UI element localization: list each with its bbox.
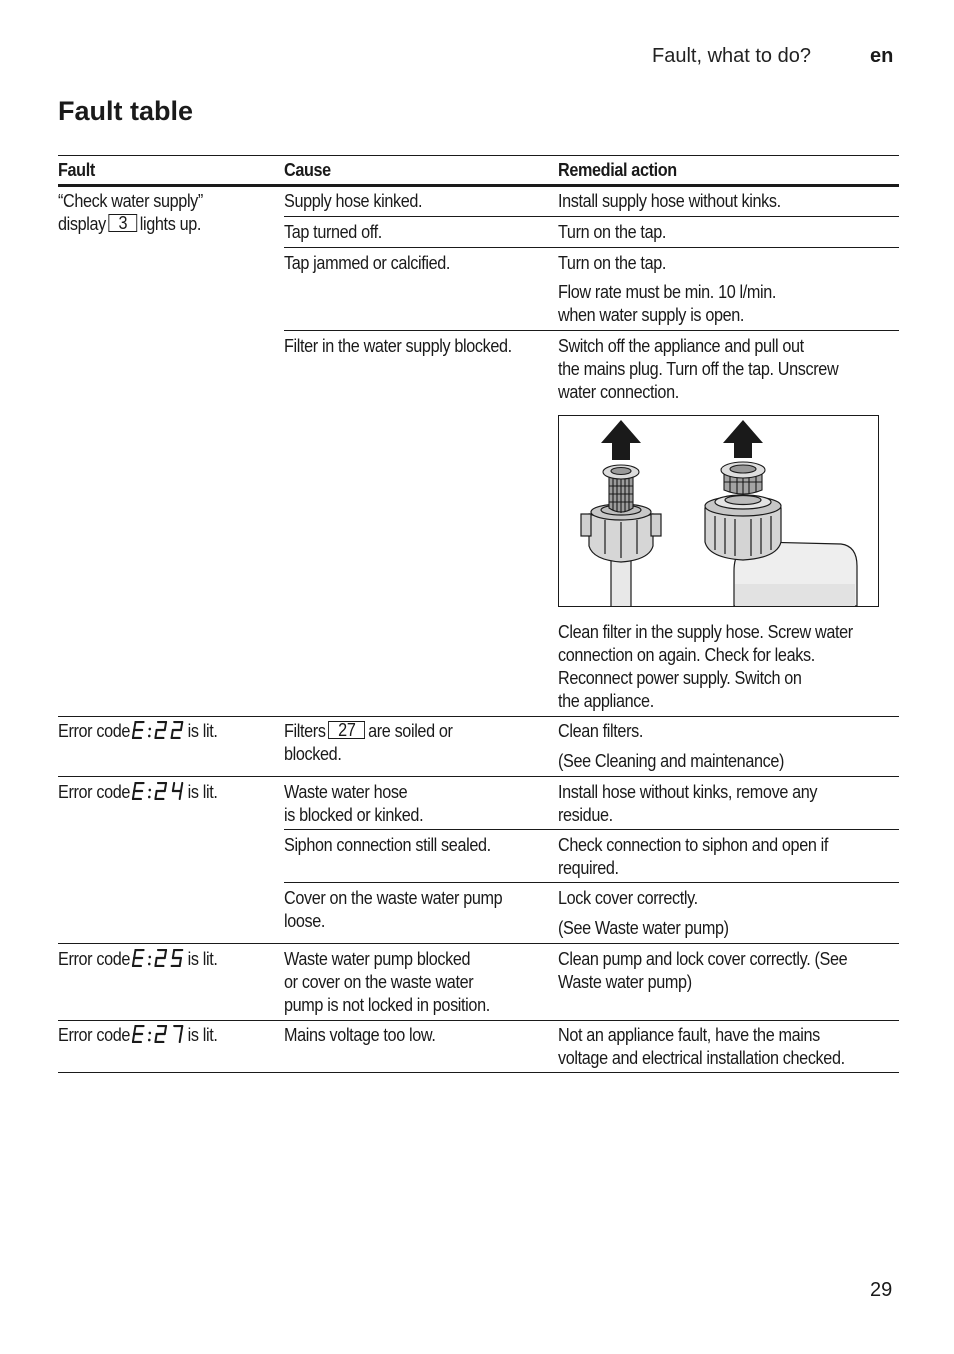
cause-pump-cover-loose: Cover on the waste water pump loose. [284, 888, 503, 931]
fault-water-supply: “Check water supply” display 3 lights up. [58, 191, 203, 234]
segment-glyph [132, 1025, 146, 1043]
fault-error-e24: Error code is lit. [58, 782, 218, 802]
remedy-clean-pump: Clean pump and lock cover correctly. (See Waste water pump) [558, 949, 848, 992]
group-divider [58, 1020, 899, 1021]
segment-colon [148, 1025, 152, 1043]
segment-glyph [171, 949, 185, 967]
column-header-fault: Fault [58, 160, 95, 180]
fault-error-e27: Error code is lit. [58, 1025, 218, 1045]
table-top-rule [58, 155, 899, 156]
water-connection-icon [705, 495, 781, 560]
cause-waste-hose: Waste water hose is blocked or kinked. [284, 782, 424, 825]
segment-glyph [154, 949, 168, 967]
remedy-hose-kinked: Install supply hose without kinks. [558, 191, 781, 211]
segment-glyph [171, 1025, 185, 1043]
group-divider [58, 716, 899, 717]
row-divider [284, 829, 899, 830]
remedy-siphon: Check connection to siphon and open if required. [558, 835, 829, 878]
fault-error-e22: Error code is lit. [58, 721, 218, 741]
segment-glyph [132, 949, 146, 967]
cause-hose-kinked: Supply hose kinked. [284, 191, 423, 211]
segment-glyph [154, 1025, 168, 1043]
page-number: 29 [870, 1279, 893, 1301]
remedy-clean-filters: Clean filters. (See Cleaning and maintenance) [558, 721, 785, 771]
running-header-language: en [870, 45, 894, 67]
segment-glyph [154, 782, 168, 800]
segment-glyph [154, 721, 168, 739]
cause-tap-jammed: Tap jammed or calcified. [284, 253, 451, 273]
remedy-lock-cover: Lock cover correctly. (See Waste water pump) [558, 888, 729, 938]
remedy-tap-off: Turn on the tap. [558, 222, 667, 242]
remedy-not-fault: Not an appliance fault, have the mains voltage and electrical installation checked. [558, 1025, 845, 1068]
remedy-filter-steps-1: Switch off the appliance and pull out the mains plug. Turn off the tap. Unscrew water connection. [558, 336, 839, 402]
segment-glyph [171, 782, 185, 800]
table-header-rule [58, 184, 899, 187]
segment-glyph [132, 782, 146, 800]
segment-colon [148, 721, 152, 739]
remedy-waste-hose: Install hose without kinks, remove any residue. [558, 782, 818, 825]
running-header-section: Fault, what to do? [652, 45, 811, 67]
column-header-cause: Cause [284, 160, 331, 180]
row-divider [284, 247, 899, 248]
row-divider [284, 216, 899, 217]
page-title: Fault table [58, 96, 194, 126]
column-header-remedy: Remedial action [558, 160, 677, 180]
fault-error-e25: Error code is lit. [58, 949, 218, 969]
cause-tap-off: Tap turned off. [284, 222, 382, 242]
cause-pump-blocked: Waste water pump blocked or cover on the waste water pump is not locked in position. [284, 949, 490, 1015]
cause-low-voltage: Mains voltage too low. [284, 1025, 436, 1045]
segment-colon [148, 782, 152, 800]
group-divider [58, 776, 899, 777]
error-code-display [132, 1025, 184, 1043]
segment-glyph [171, 721, 185, 739]
cause-filter-blocked: Filter in the water supply blocked. [284, 336, 512, 356]
row-divider [284, 882, 899, 883]
row-divider [284, 330, 899, 331]
segment-colon [148, 949, 152, 967]
table-bottom-rule [58, 1072, 899, 1073]
group-divider [58, 943, 899, 944]
error-code-display [132, 721, 184, 739]
remedy-filter-steps-2: Clean filter in the supply hose. Screw water connection on again. Check for leaks. Reconnect power supply. Switch on the appliance. [558, 622, 853, 711]
cause-siphon-sealed: Siphon connection still sealed. [284, 835, 491, 855]
filter-ref-box: 27 [328, 721, 365, 739]
remedy-tap-jammed: Turn on the tap. Flow rate must be min. 10 l/min. when water supply is open. [558, 253, 777, 325]
error-code-display [132, 949, 184, 967]
cause-filters-soiled: Filters 27 are soiled or blocked. [284, 720, 453, 764]
filter-removal-illustration [558, 415, 879, 607]
error-code-display [132, 782, 184, 800]
display-indicator-box: 3 [109, 214, 137, 232]
mesh-filter-icon [721, 462, 765, 494]
up-arrow-icon [601, 420, 641, 460]
segment-glyph [132, 721, 146, 739]
up-arrow-icon [723, 420, 763, 458]
